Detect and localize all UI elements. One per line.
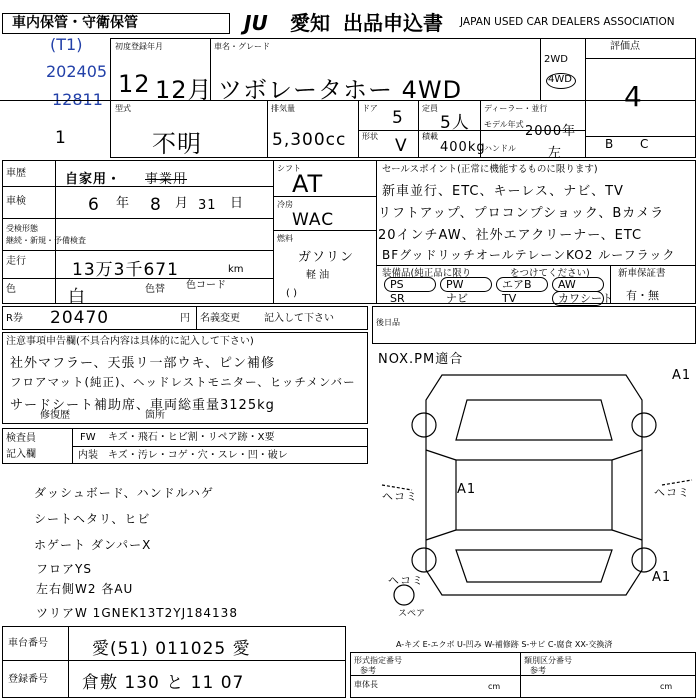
handle-label: ハンドル [484, 144, 516, 153]
car-name-value: ツボレータホー 4WD [218, 76, 463, 104]
cert-length-label: 車体長 [354, 680, 378, 689]
diag-right-top: ヘコミ [654, 486, 690, 499]
lot-code: (T1) [50, 35, 83, 54]
fuel-label: 燃料 [277, 234, 293, 243]
sales-points-label: セールスポイント(正常に機能するものに限ります) [382, 164, 598, 175]
fw-terms: キズ・飛石・ヒビ割・リペア跡・X要 [108, 432, 275, 443]
option-4wd: 4WD [548, 74, 572, 85]
model-year-value: 2000年 [525, 124, 577, 139]
capacity-label: 定員 [422, 104, 438, 113]
recycle-label: R券 [6, 313, 23, 324]
warranty-options: 有・無 [626, 289, 659, 302]
handle-value: 左 [548, 146, 563, 161]
notes-line-3: サードシート補助席、車両総重量3125kg [10, 398, 275, 413]
inspection-year: 6 [88, 195, 100, 215]
model-prefix: 1 [55, 128, 67, 148]
wheel-fr [632, 413, 656, 437]
equipment-circle [552, 277, 604, 292]
fuel-paren: ( ) [286, 288, 297, 299]
first-reg-month: 12月 [155, 76, 213, 104]
option-2wd: 2WD [544, 54, 568, 65]
first-reg-label: 初度登録年月 [115, 42, 163, 51]
lot-date-code: 202405 [46, 62, 108, 81]
model-type-value: 不明 [152, 130, 202, 158]
capacity-value: 5人 [440, 113, 470, 133]
shape-label: 形状 [362, 132, 378, 141]
fw-label: FW [80, 432, 96, 443]
recycle-amount: 20470 [50, 308, 110, 328]
model-year-label: モデル年式 [484, 120, 524, 129]
aircon-value: WAC [292, 210, 335, 230]
mileage-unit: km [228, 264, 244, 275]
doors-label: ドア [362, 104, 378, 113]
aircon-label: 冷房 [277, 200, 293, 209]
mileage-label: 走行 [6, 256, 26, 267]
color-value: 白 [68, 287, 86, 307]
inspection-year-unit: 年 [116, 196, 130, 211]
inspection-form-sub: 継続・新規・予備検査 [6, 236, 86, 245]
inspection-label: 車検 [6, 196, 26, 207]
new-warranty-label: 新車保証書 [618, 268, 666, 279]
diag-a1-mid: A1 [457, 482, 477, 497]
wheel-rr [632, 548, 656, 572]
storage-stamp-text: 車内保管・守衛保管 [12, 15, 138, 31]
cm-unit-2: cm [660, 682, 673, 691]
car-name-label: 車名・グレード [214, 42, 270, 51]
sales-line-3: 20インチAW、社外エアクリーナー、ETC [378, 228, 643, 243]
rear-note: NOX.PM適合 [378, 352, 464, 367]
org-name: 愛知 [290, 11, 330, 35]
form-spec-ref: 参考 [360, 666, 376, 675]
dash-note: ダッシュボード、ハンドルハゲ [34, 486, 214, 500]
ju-logo [244, 11, 284, 35]
notes-title: 注意事項申告欄(不具合内容は具体的に記入して下さい) [6, 336, 254, 347]
category-ref: 参考 [530, 666, 546, 675]
owner-change-label: 名義変更 [200, 313, 240, 324]
equipment-item: カワシート [558, 292, 613, 305]
repair-places-label: 箇所 [145, 410, 165, 421]
grade-value: 4 [624, 80, 643, 113]
equipment-item: エアB [502, 278, 532, 291]
reg-no-label: 登録番号 [8, 674, 48, 685]
spare-tire [394, 585, 414, 605]
ju-logo-mark: JU [244, 11, 268, 35]
seat-note: シートヘタリ、ヒビ [34, 512, 151, 526]
fuel-alt: 軽 油 [306, 270, 330, 281]
sales-line-2: リフトアップ、プロコンプショック、Bカメラ [378, 206, 665, 221]
category-label: 類別区分番号 [524, 656, 572, 665]
fuel-value: ガソリン [298, 250, 355, 265]
equipment-circle [496, 277, 548, 292]
diag-left-top: ヘコミ [382, 490, 418, 503]
gate-note: ホゲート ダンパーX [34, 538, 152, 552]
shift-value: AT [292, 170, 324, 198]
spare-label: スペア [398, 609, 426, 619]
inspector-label: 検査員 [6, 433, 36, 444]
color-code-label: 色コード [186, 280, 226, 291]
lot-number: 12811 [52, 90, 103, 109]
owner-change-note: 記入して下さい [264, 313, 334, 324]
color-label: 色 [6, 284, 16, 295]
dealer-label: ディーラー・並行 [484, 104, 548, 113]
rear-notes-box [372, 306, 696, 344]
color-change-label: 色替 [145, 284, 165, 295]
inspection-day: 31 [198, 198, 217, 213]
document-title: 出品申込書 [343, 11, 443, 35]
displacement-label: 排気量 [271, 104, 295, 113]
equipment-item: PW [446, 278, 464, 291]
diag-a1-top: A1 [672, 368, 692, 383]
entry-label: 記入欄 [6, 449, 36, 460]
wheel-fl [412, 413, 436, 437]
interior-terms: キズ・汚レ・コゲ・穴・スレ・凹・破レ [108, 450, 288, 461]
mileage-value: 13万3千671 [72, 260, 179, 280]
inspection-month-unit: 月 [175, 196, 189, 211]
diag-a1-low: A1 [652, 570, 672, 585]
chassis-value: 愛(51) 011025 愛 [92, 639, 251, 659]
load-label: 積載 [422, 132, 438, 141]
form-spec-label: 形式指定番号 [354, 656, 402, 665]
car-roof [456, 460, 612, 530]
inspection-form-label: 受検形態 [6, 224, 38, 233]
equipment-item: AW [558, 278, 576, 291]
displacement-value: 5,300cc [272, 130, 347, 150]
usage-label: 車歴 [6, 168, 26, 179]
wheel-rl [412, 548, 436, 572]
doors-value: 5 [392, 108, 404, 128]
interior-grade: C [640, 137, 650, 151]
shift-label: シフト [277, 164, 301, 173]
sales-line-1: 新車並行、ETC、キーレス、ナビ、TV [382, 184, 624, 199]
cm-unit-1: cm [488, 682, 501, 691]
chassis-note: ツリアW 1GNEK13T2YJ184138 [36, 606, 238, 620]
damage-legend: A-キズ E-エクボ U-凹み W-補修跡 S-サビ C-腐食 XX-交換済 [396, 640, 613, 649]
equipment-circle [384, 277, 436, 292]
model-type-label: 型式 [115, 104, 131, 113]
usage-struck: 事業用 [145, 172, 188, 187]
inspection-day-unit: 日 [230, 196, 244, 211]
equipment-item: SR [390, 292, 405, 305]
equipment-item: TV [502, 292, 517, 305]
car-hood [456, 400, 612, 440]
floor-note: フロアYS [36, 562, 92, 576]
car-trunk [456, 550, 612, 582]
notes-line-2: フロアマット(純正)、ヘッドレストモニター、ヒッチメンバー [10, 375, 356, 389]
usage-value: 自家用・ [65, 172, 122, 187]
grade-label: 評価点 [610, 41, 640, 52]
recycle-yen: 円 [180, 313, 190, 324]
equipment-item: PS [390, 278, 404, 291]
first-reg-year: 12 [118, 70, 151, 98]
notes-line-1: 社外マフラー、天張リ一部ウキ、ピン補修 [10, 356, 275, 371]
rear-notes-label: 後日品 [376, 318, 400, 327]
sales-line-4: BFグッドリッチオールテレーンKO2 ルーフラック [382, 248, 676, 262]
interior-label: 内装 [78, 450, 98, 461]
inspection-month: 8 [150, 195, 162, 215]
exterior-grade: B [605, 137, 615, 151]
equipment-circle [440, 277, 492, 292]
equipment-circle-label: をつけてください) [510, 268, 590, 279]
equipment-label: 装備品(純正品に限り [382, 268, 472, 279]
reg-value: 倉敷 130 と 11 07 [82, 673, 245, 693]
equipment-item: ナビ [446, 292, 468, 305]
repair-history-label: 修復歴 [40, 410, 70, 421]
association-name: JAPAN USED CAR DEALERS ASSOCIATION [460, 16, 675, 28]
chassis-label: 車台番号 [8, 638, 48, 649]
load-value: 400kg [440, 140, 486, 155]
shape-value: V [395, 136, 408, 156]
left-side-note: 左右側W2 各AU [36, 582, 134, 596]
equipment-circle [552, 291, 604, 306]
diag-left-bottom: ヘコミ [388, 574, 424, 587]
